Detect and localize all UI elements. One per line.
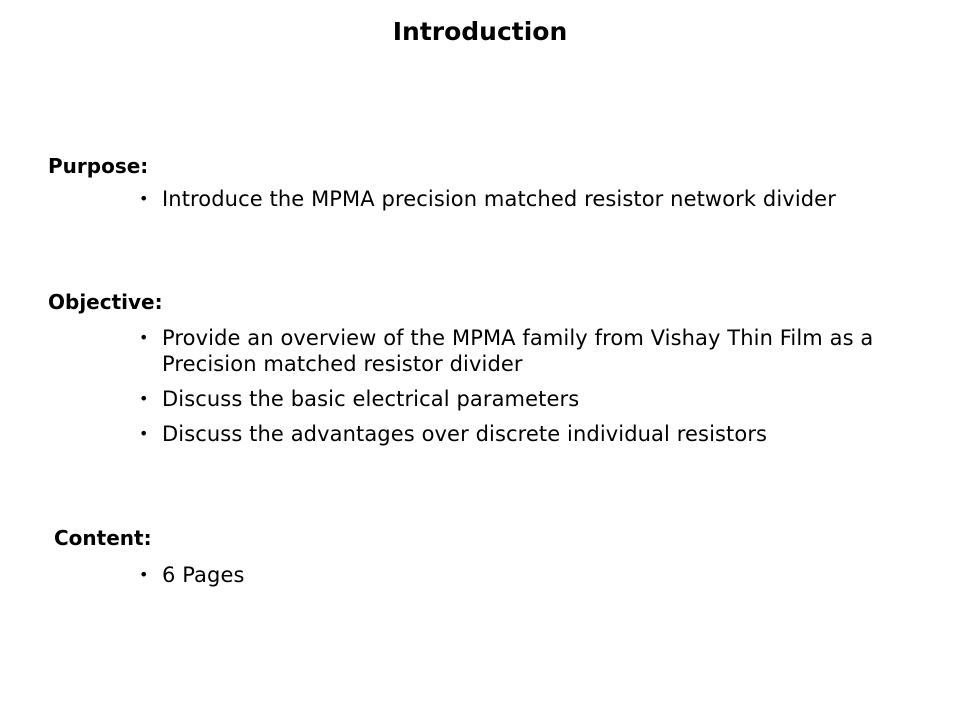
bullet-icon: • [139,328,149,347]
purpose-item-text: Introduce the MPMA precision matched resistor network divider [162,187,836,211]
objective-item [137,386,947,412]
bullet-icon: • [139,189,149,208]
content-item [137,562,537,588]
purpose-item [137,186,947,212]
content-heading: Content: [54,526,152,550]
purpose-list [137,186,947,221]
bullet-icon: • [139,565,149,584]
objective-item [137,325,922,377]
objective-heading: Objective: [48,290,163,314]
content-list [137,562,537,597]
objective-item-text: Provide an overview of the MPMA family from Vishay Thin Film as a Precision matched resistor divider [162,326,874,376]
bullet-icon: • [139,389,149,408]
content-item-text: 6 Pages [162,563,245,587]
slide-title: Introduction [392,17,568,46]
objective-item-text: Discuss the advantages over discrete individual resistors [162,422,768,446]
purpose-heading: Purpose: [48,154,149,178]
objective-item-text: Discuss the basic electrical parameters [162,387,580,411]
objective-list [137,325,947,456]
bullet-icon: • [139,424,149,443]
objective-item [137,421,947,447]
